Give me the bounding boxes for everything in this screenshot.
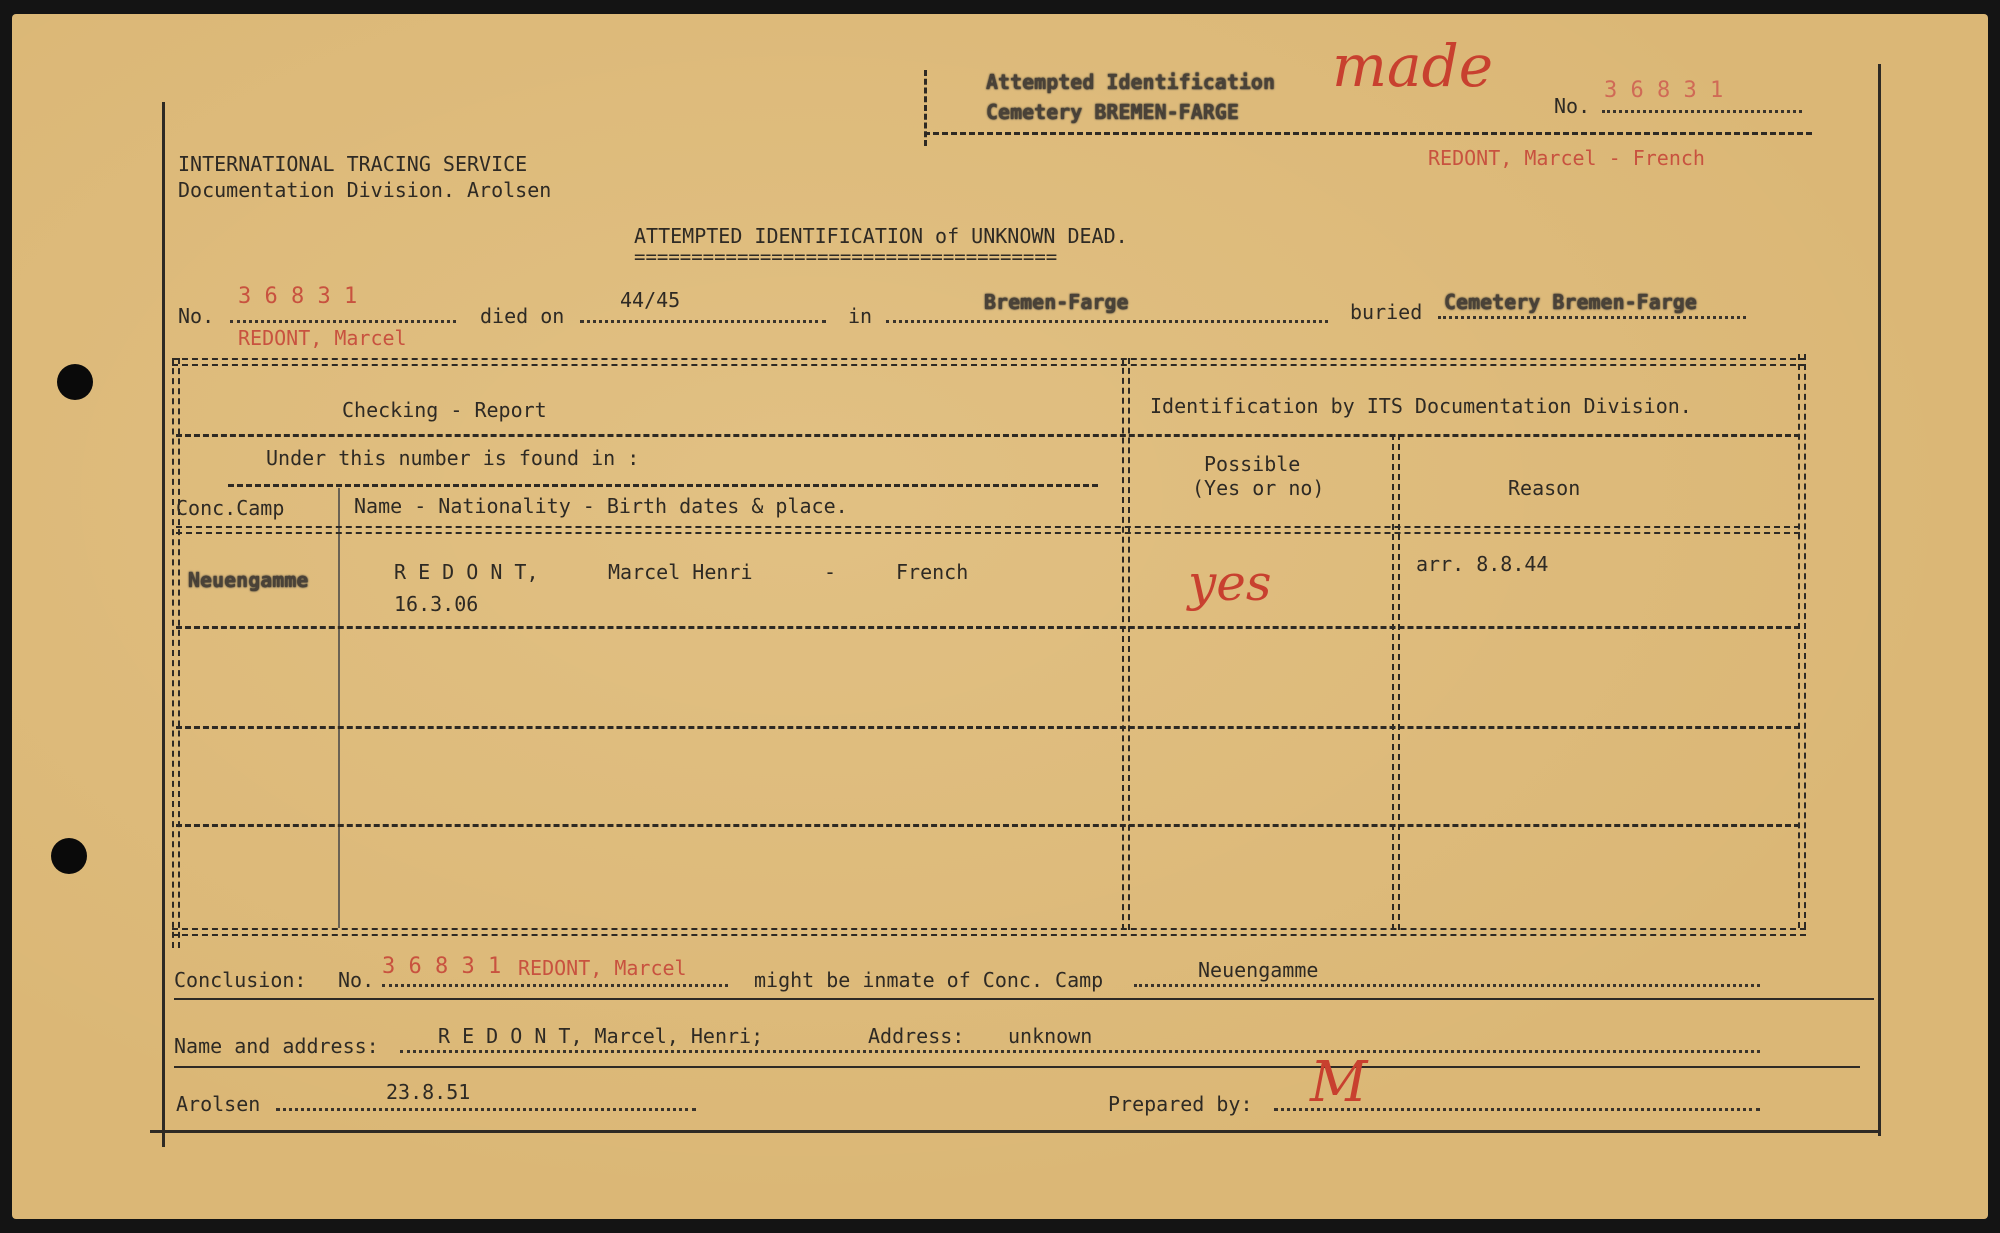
checking-report-header: Checking - Report	[342, 398, 547, 422]
frame-bottom-line	[150, 1130, 1878, 1133]
conclusion-camp-dots	[1134, 984, 1760, 987]
conclusion-no-label: No.	[338, 968, 375, 992]
address-label: Address:	[868, 1024, 965, 1048]
row-surname: R E D O N T,	[394, 560, 539, 584]
conclusion-no-value: 3 6 8 3 1	[382, 954, 502, 979]
row-dash: -	[824, 560, 837, 584]
frame-right-line	[1878, 64, 1881, 1136]
name-address-dots	[400, 1050, 1760, 1053]
top-number-dots	[1602, 110, 1802, 113]
conclusion-rule	[174, 998, 1874, 1000]
died-value: 44/45	[620, 288, 681, 312]
prepared-by-label: Prepared by:	[1108, 1092, 1253, 1116]
conclusion-mid-text: might be inmate of Conc. Camp	[754, 968, 1104, 992]
record-no-value: 3 6 8 3 1	[238, 284, 358, 309]
col-camp-header: Conc.Camp	[176, 496, 285, 520]
buried-label: buried	[1350, 300, 1423, 324]
col-divider-main	[1122, 358, 1130, 930]
index-card	[12, 14, 1988, 1219]
col-reason-header: Reason	[1508, 476, 1581, 500]
found-in-text: Under this number is found in :	[266, 446, 640, 470]
stamp-line-1: Attempted Identification	[986, 70, 1275, 94]
name-address-name: R E D O N T, Marcel, Henri;	[438, 1024, 764, 1048]
row-line-3	[176, 824, 1800, 827]
org-division: Documentation Division. Arolsen	[178, 178, 552, 202]
address-value: unknown	[1008, 1024, 1093, 1048]
table-top-border	[172, 358, 1806, 366]
row-reason: arr. 8.8.44	[1416, 552, 1549, 576]
row-line-1	[176, 626, 1800, 629]
col-divider-camp	[338, 488, 340, 928]
in-dots	[886, 320, 1328, 323]
row-line-2	[176, 726, 1800, 729]
record-no-label: No.	[178, 304, 215, 328]
died-label: died on	[480, 304, 565, 328]
row-nationality: French	[896, 560, 969, 584]
identification-header: Identification by ITS Documentation Division.	[1150, 394, 1692, 418]
footer-date-dots	[276, 1108, 696, 1111]
died-dots	[580, 320, 826, 323]
name-address-rule	[174, 1066, 1860, 1068]
found-in-underline	[228, 484, 1098, 487]
record-no-dots	[230, 320, 456, 323]
stamp-line-2: Cemetery BREMEN-FARGE	[986, 100, 1239, 124]
frame-left-line	[162, 102, 165, 1147]
in-value: Bremen-Farge	[984, 290, 1129, 314]
page-title: ATTEMPTED IDENTIFICATION of UNKNOWN DEAD.	[634, 224, 1128, 248]
stamp-box-bottom	[924, 132, 1812, 135]
row-birth: 16.3.06	[394, 592, 479, 616]
in-label: in	[848, 304, 873, 328]
conclusion-label: Conclusion:	[174, 968, 307, 992]
prepared-by-signature: M	[1310, 1050, 1368, 1115]
title-underline: =====================================	[634, 246, 1058, 268]
header-line-2	[176, 526, 1800, 534]
col-possible-sub: (Yes or no)	[1192, 476, 1325, 500]
top-number-value: 3 6 8 3 1	[1604, 78, 1724, 103]
col-possible-header: Possible	[1204, 452, 1301, 476]
col-divider-possible	[1392, 434, 1400, 930]
row-camp: Neuengamme	[188, 568, 309, 592]
conclusion-camp: Neuengamme	[1198, 958, 1319, 982]
org-name: INTERNATIONAL TRACING SERVICE	[178, 152, 528, 176]
table-right-border	[1798, 354, 1806, 928]
conclusion-name: REDONT, Marcel	[518, 956, 687, 980]
record-no-name: REDONT, Marcel	[238, 326, 407, 350]
punch-hole-top	[57, 364, 93, 400]
punch-hole-bottom	[51, 838, 87, 874]
name-address-label: Name and address:	[174, 1034, 379, 1058]
buried-value: Cemetery Bremen-Farge	[1444, 290, 1697, 314]
made-annotation: made	[1332, 32, 1494, 100]
footer-date: 23.8.51	[386, 1080, 471, 1104]
table-left-border	[172, 358, 180, 948]
footer-place: Arolsen	[176, 1092, 261, 1116]
col-name-header: Name - Nationality - Birth dates & place.	[354, 494, 848, 518]
row-possible: yes	[1188, 554, 1272, 612]
conclusion-no-dots	[382, 984, 728, 987]
buried-dots	[1438, 316, 1746, 319]
top-number-label: No.	[1554, 94, 1591, 118]
header-line-1	[176, 434, 1800, 437]
table-bottom-border	[172, 928, 1806, 936]
row-first-names: Marcel Henri	[608, 560, 753, 584]
top-name: REDONT, Marcel - French	[1428, 146, 1705, 170]
